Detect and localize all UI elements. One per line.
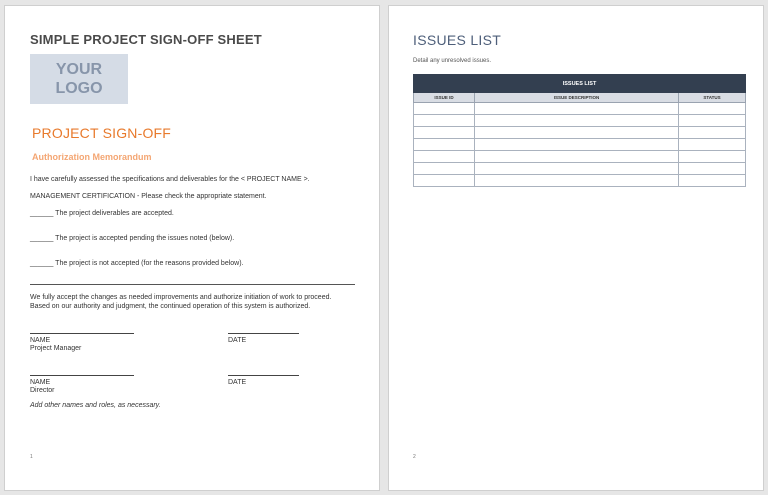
issue-description-cell[interactable] xyxy=(475,115,679,127)
name-signature-line xyxy=(30,375,134,376)
role-label: Project Manager xyxy=(30,345,82,352)
intro-text: I have carefully assessed the specifications and deliverables for the < PROJECT NAME >. xyxy=(30,176,310,183)
column-header-status: STATUS xyxy=(679,93,746,103)
name-label: NAME xyxy=(30,379,51,386)
additional-note: Add other names and roles, as necessary. xyxy=(30,402,161,409)
issue-id-cell[interactable] xyxy=(414,151,475,163)
column-header-issue-description: ISSUE DESCRIPTION xyxy=(475,93,679,103)
status-cell[interactable] xyxy=(679,127,746,139)
section-divider xyxy=(30,284,355,285)
table-header-row xyxy=(414,93,746,103)
option-accepted-pending: ______ The project is accepted pending the issues noted (below). xyxy=(30,235,235,242)
table-row xyxy=(414,151,746,163)
document-page-1 xyxy=(4,5,380,491)
status-cell[interactable] xyxy=(679,151,746,163)
issues-list-title: ISSUES LIST xyxy=(413,32,502,48)
table-row xyxy=(414,139,746,151)
document-page-2 xyxy=(388,5,764,491)
issue-description-cell[interactable] xyxy=(475,103,679,115)
status-cell[interactable] xyxy=(679,175,746,187)
table-body xyxy=(414,103,746,187)
table-caption: ISSUES LIST xyxy=(414,75,746,93)
column-header-issue-id: ISSUE ID xyxy=(414,93,475,103)
date-signature-line xyxy=(228,375,299,376)
issue-description-cell[interactable] xyxy=(475,175,679,187)
status-cell[interactable] xyxy=(679,163,746,175)
issue-id-cell[interactable] xyxy=(414,115,475,127)
issue-description-cell[interactable] xyxy=(475,127,679,139)
issues-table xyxy=(413,74,746,187)
issue-id-cell[interactable] xyxy=(414,175,475,187)
certification-text: MANAGEMENT CERTIFICATION - Please check the appropriate statement. xyxy=(30,193,267,200)
document-title: SIMPLE PROJECT SIGN-OFF SHEET xyxy=(30,32,262,47)
logo-text-line2: LOGO xyxy=(55,80,103,97)
status-cell[interactable] xyxy=(679,103,746,115)
logo-placeholder xyxy=(30,54,128,104)
page-number: 2 xyxy=(413,454,416,460)
issue-id-cell[interactable] xyxy=(414,163,475,175)
date-signature-line xyxy=(228,333,299,334)
logo-text-line1: YOUR xyxy=(55,61,103,78)
name-signature-line xyxy=(30,333,134,334)
authorization-subheading: Authorization Memorandum xyxy=(32,152,152,162)
issue-id-cell[interactable] xyxy=(414,139,475,151)
issue-description-cell[interactable] xyxy=(475,151,679,163)
date-label: DATE xyxy=(228,337,247,344)
option-accepted: ______ The project deliverables are accepted. xyxy=(30,210,174,217)
table-row xyxy=(414,115,746,127)
status-cell[interactable] xyxy=(679,139,746,151)
acceptance-text-line2: Based on our authority and judgment, the continued operation of this system is authorized. xyxy=(30,303,311,310)
role-label: Director xyxy=(30,387,55,394)
option-not-accepted: ______ The project is not accepted (for the reasons provided below). xyxy=(30,260,244,267)
issue-description-cell[interactable] xyxy=(475,139,679,151)
acceptance-text-line1: We fully accept the changes as needed improvements and authorize initiation of work to proceed. xyxy=(30,294,332,301)
name-label: NAME xyxy=(30,337,51,344)
table-row xyxy=(414,127,746,139)
issues-description: Detail any unresolved issues. xyxy=(413,58,492,64)
issue-description-cell[interactable] xyxy=(475,163,679,175)
table-row xyxy=(414,175,746,187)
issue-id-cell[interactable] xyxy=(414,127,475,139)
project-signoff-heading: PROJECT SIGN-OFF xyxy=(32,125,172,141)
table-caption-row xyxy=(414,75,746,93)
table-row xyxy=(414,163,746,175)
page-number: 1 xyxy=(30,454,33,460)
issue-id-cell[interactable] xyxy=(414,103,475,115)
status-cell[interactable] xyxy=(679,115,746,127)
date-label: DATE xyxy=(228,379,247,386)
table-row xyxy=(414,103,746,115)
